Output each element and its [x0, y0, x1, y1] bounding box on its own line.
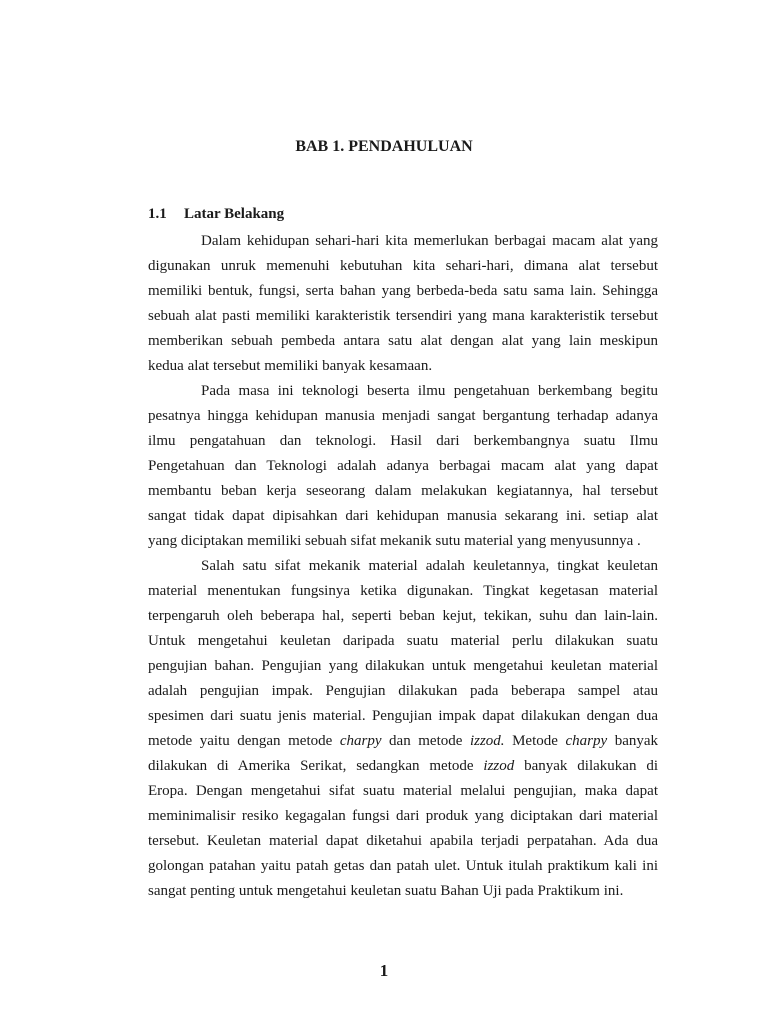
text-line-regions [148, 754, 658, 779]
text-line: yang diciptakan memiliki sebuah sifat mekanik sutu material yang menyusunnya . [148, 533, 641, 549]
text-line: tersebut. Keuletan material dapat diketahui apabila terjadi perpatahan. Ada dua [148, 833, 658, 849]
text-line: Pengetahuan dan Teknologi adalah adanya berbagai macam alat yang dapat [148, 458, 658, 474]
text-line: adalah pengujian impak. Pengujian dilakukan pada beberapa sampel atau [148, 683, 658, 699]
text-run: metode yaitu dengan metode [148, 733, 340, 749]
text-line: pesatnya hingga kehidupan manusia menjadi sangat bergantung terhadap adanya [148, 408, 658, 424]
text-line: sangat tidak dapat dipisahkan dari kehidupan manusia sekarang ini. setiap alat [148, 508, 658, 524]
text-line: sebuah alat pasti memiliki karakteristik tersendiri yang mana karakteristik tersebut [148, 308, 658, 324]
text-line: ilmu pengatahuan dan teknologi. Hasil dari berkembangnya suatu Ilmu [148, 433, 658, 449]
text-line: memberikan sebuah pembeda antara satu alat dengan alat yang lain meskipun [148, 333, 658, 349]
text-run: banyak dilakukan di [514, 758, 658, 774]
text-line: golongan patahan yaitu patah getas dan patah ulet. Untuk itulah praktikum kali ini [148, 858, 658, 874]
text-run: dan metode [381, 733, 470, 749]
text-line: membantu beban kerja seseorang dalam melakukan kegiatannya, hal tersebut [148, 483, 658, 499]
italic-term-charpy: charpy [565, 733, 608, 749]
text-line: digunakan unruk memenuhi kebutuhan kita sehari-hari, dimana alat tersebut [148, 258, 658, 274]
text-line: Eropa. Dengan mengetahui sifat suatu material melalui pengujian, maka dapat [148, 783, 658, 799]
paragraph-1 [148, 229, 658, 379]
text-line-methods [148, 729, 658, 754]
text-line: pengujian bahan. Pengujian yang dilakukan untuk mengetahui keuletan material [148, 658, 658, 674]
page-number: 1 [379, 961, 389, 980]
italic-term-izzod: izzod [483, 758, 515, 774]
text-line: Dalam kehidupan sehari-hari kita memerlukan berbagai macam alat yang [201, 233, 658, 249]
italic-term-charpy: charpy [339, 733, 382, 749]
paragraph-2 [148, 379, 658, 554]
text-line: Pada masa ini teknologi beserta ilmu pengetahuan berkembang begitu [201, 383, 658, 399]
chapter-title: BAB 1. PENDAHULUAN [295, 138, 473, 155]
text-line: kedua alat tersebut memiliki banyak kesamaan. [148, 358, 433, 374]
text-line: sangat penting untuk mengetahui keuletan suatu Bahan Uji pada Praktikum ini. [148, 883, 624, 899]
text-line: memiliki bentuk, fungsi, serta bahan yang berbeda-beda satu sama lain. Sehingga [148, 283, 658, 299]
text-run: dilakukan di Amerika Serikat, sedangkan metode [148, 758, 484, 774]
paragraph-3 [148, 554, 658, 904]
text-run: Metode [504, 733, 566, 749]
text-line: material menentukan fungsinya ketika digunakan. Tingkat kegetasan material [148, 583, 658, 599]
text-line: meminimalisir resiko kegagalan fungsi dari produk yang diciptakan dari material [148, 808, 658, 824]
section-title: Latar Belakang [184, 206, 285, 222]
text-line: spesimen dari suatu jenis material. Pengujian impak dapat dilakukan dengan dua [148, 708, 658, 724]
text-line: terpengaruh oleh beberapa hal, seperti beban kejut, tekikan, suhu dan lain-lain. [148, 608, 658, 624]
section-number: 1.1 [148, 206, 167, 222]
text-run: banyak [607, 733, 659, 749]
text-line: Salah satu sifat mekanik material adalah keuletannya, tingkat keuletan [201, 558, 658, 574]
text-line: Untuk mengetahui keuletan daripada suatu material perlu dilakukan suatu [148, 633, 658, 649]
italic-term-izzod: izzod. [469, 733, 505, 749]
body-text [148, 229, 658, 904]
section-heading [148, 206, 284, 223]
